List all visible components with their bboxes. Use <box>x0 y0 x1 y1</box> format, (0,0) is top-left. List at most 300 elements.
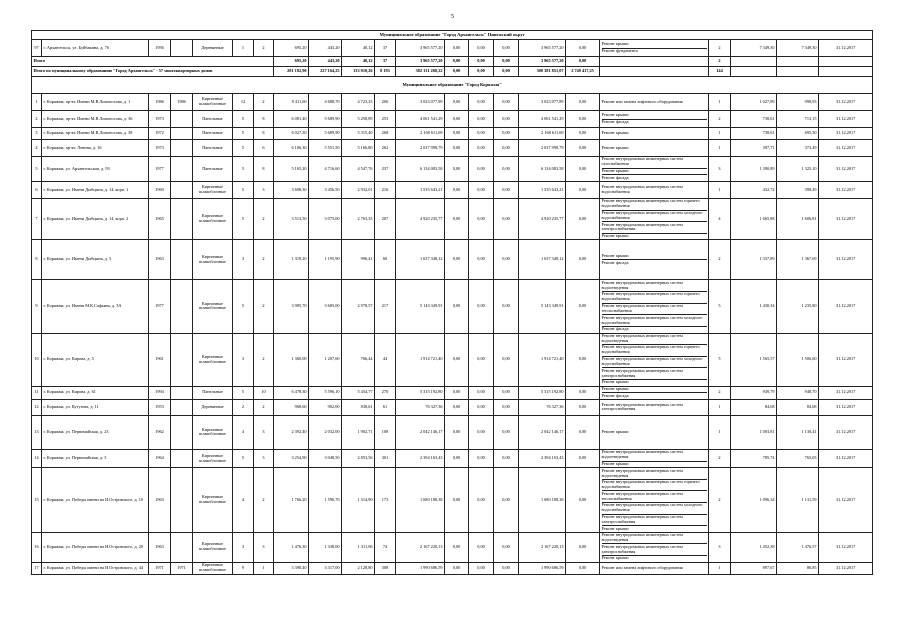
residential-area-cell: 40,12 <box>342 57 375 67</box>
max-cost-cell: 948,70 <box>777 386 819 399</box>
work-item: Ремонт или замена лифтового оборудования <box>601 98 683 104</box>
works-cell <box>600 386 709 399</box>
residents-cell: 74 <box>375 532 396 562</box>
works-count-cell: 3 <box>709 532 731 562</box>
work-item: Ремонт внутридомовых инженерных систем электроснабжения <box>602 515 707 527</box>
entrances-cell: 2 <box>254 399 274 415</box>
fund-local-cell: 0,00 <box>494 333 519 386</box>
works-count-cell: 5 <box>709 280 731 333</box>
work-item: Ремонт внутридомовых инженерных систем водоотведения <box>602 334 707 346</box>
fund-other-cell: 2 749 417,25 <box>566 67 600 77</box>
premises-area-cell: 3 048,50 <box>309 449 342 467</box>
address-cell: г. Коряжма, ул. Имени Дыбцына, д. 5 <box>42 240 149 280</box>
residential-area-cell: 2 763,35 <box>342 198 375 239</box>
residential-area-cell: 1 314,90 <box>342 468 375 533</box>
fund-owners-cell: 1 680 188,38 <box>519 468 566 533</box>
wall-material-cell: Кирпичные шлакоблочные <box>193 240 233 280</box>
wall-material-cell: Кирпичные шлакоблочные <box>193 333 233 386</box>
address-cell: г. Коряжма, ул. Победы имени на И.Островского, д. 44 <box>42 562 149 574</box>
year-built-cell: 1961 <box>149 333 171 386</box>
floors-cell: 5 <box>233 280 254 333</box>
fund-owners-cell: 1 990 686,59 <box>519 562 566 574</box>
floors-cell: 5 <box>233 111 254 128</box>
fund-owners-cell: 2 037 998,79 <box>519 140 566 157</box>
entrances-cell: 2 <box>254 94 274 111</box>
works-count-cell: 144 <box>709 67 731 77</box>
table-row <box>32 128 873 140</box>
year-built-cell: 1963 <box>149 240 171 280</box>
address-cell: г. Коряжма, ул. Победы имени на И.Островского, д. 20 <box>42 532 149 562</box>
row-number: 6 <box>32 181 42 198</box>
works-count-cell: 2 <box>709 240 731 280</box>
fund-owners-cell: 76 327,36 <box>519 399 566 415</box>
work-item: Ремонт внутридомовых инженерных систем электроснабжения <box>602 544 707 556</box>
floors-cell: 5 <box>233 140 254 157</box>
works-count-cell: 3 <box>709 157 731 182</box>
fund-owners-cell: 2 394 163,43 <box>519 449 566 467</box>
work-item: Ремонт внутридомовых инженерных систем горячего водоснабжения <box>602 345 707 357</box>
year-built-cell: 1969 <box>149 181 171 198</box>
fund-local-cell: 0,00 <box>494 181 519 198</box>
max-cost-cell: 84,68 <box>777 399 819 415</box>
total-area-cell: 6 081,40 <box>274 111 309 128</box>
fund-regional-cell: 0,00 <box>469 181 494 198</box>
address-cell: г. Коряжма, ул. Имени Дыбцына, д. 14, корп. 1 <box>42 181 149 198</box>
works-count-cell: 2 <box>709 57 731 67</box>
floors-cell: 2 <box>233 399 254 415</box>
fund-owners-cell: 2 167 220,13 <box>519 532 566 562</box>
premises-area-cell: 3 605,00 <box>309 280 342 333</box>
completion-date-cell: 31.12.2017 <box>819 128 873 140</box>
year-built-cell: 1956 <box>149 40 171 57</box>
fund-owners-cell: 2 042 146,17 <box>519 415 566 449</box>
fund-local-cell: 0,00 <box>494 67 519 77</box>
premises-area-cell: 4 688,70 <box>309 94 342 111</box>
completion-date-cell: 31.12.2017 <box>819 449 873 467</box>
fund-other-cell: 0,00 <box>566 94 600 111</box>
fund-other-cell: 0,00 <box>566 157 600 182</box>
floors-cell: 12 <box>233 94 254 111</box>
year-built-cell: 1953 <box>149 399 171 415</box>
works-count-cell: 5 <box>709 333 731 386</box>
floors-cell: 5 <box>233 386 254 399</box>
row-number: 17 <box>32 562 42 574</box>
entrances-cell: 2 <box>254 198 274 239</box>
table-row <box>32 40 873 57</box>
work-item: Ремонт фасада <box>601 392 629 398</box>
address-cell: г. Коряжма, ул. Первомайская, д. 3 <box>42 449 149 467</box>
table-row <box>32 198 873 239</box>
works-cell <box>600 399 709 415</box>
work-item: Ремонт крыши <box>601 428 629 434</box>
specific-cost-cell: 785,74 <box>731 449 777 467</box>
residential-area-cell: 766,44 <box>342 333 375 386</box>
residents-cell: 37 <box>375 57 396 67</box>
residential-area-cell: 5 166,80 <box>342 140 375 157</box>
works-cell <box>600 57 709 67</box>
max-cost-cell <box>777 67 819 77</box>
completion-date-cell: 31.12.2017 <box>819 40 873 57</box>
entrances-cell: 2 <box>254 240 274 280</box>
residents-cell: 268 <box>375 128 396 140</box>
total-area-cell: 1 319,20 <box>274 240 309 280</box>
work-item: Ремонт внутридомовых инженерных систем горячего водоснабжения <box>602 480 707 492</box>
fund-regional-cell: 0,00 <box>469 111 494 128</box>
floors-cell: 4 <box>233 468 254 533</box>
fund-federal-cell: 0,00 <box>445 562 469 574</box>
year-built-cell: 1977 <box>149 157 171 182</box>
specific-cost-cell: 1 027,89 <box>731 94 777 111</box>
year-commissioned-cell <box>171 140 193 157</box>
wall-material-cell: Панельные <box>193 140 233 157</box>
year-built-cell: 1986 <box>149 94 171 111</box>
residents-cell: 262 <box>375 140 396 157</box>
work-item: Ремонт крыши <box>601 525 629 531</box>
fund-other-cell: 0,00 <box>566 140 600 157</box>
work-item: Ремонт внутридомовых инженерных систем теплоснабжения <box>602 304 707 316</box>
fund-owners-cell: 1 637 348,12 <box>519 240 566 280</box>
wall-material-cell: Деревянные <box>193 40 233 57</box>
work-item: Ремонт внутридомовых инженерных систем горячего водоснабжения <box>602 292 707 304</box>
works-cell <box>600 240 709 280</box>
year-built-cell: 1973 <box>149 140 171 157</box>
work-item: Ремонт фасада <box>601 326 629 332</box>
year-built-cell: 1972 <box>149 128 171 140</box>
table-row <box>32 181 873 198</box>
works-cell <box>600 94 709 111</box>
fund-local-cell: 0,00 <box>494 40 519 57</box>
residents-cell: 61 <box>375 399 396 415</box>
works-cell <box>600 181 709 198</box>
floors-cell: 4 <box>233 415 254 449</box>
work-item: Ремонт внутридомовых инженерных систем электроснабжения <box>602 368 707 380</box>
year-commissioned-cell <box>171 333 193 386</box>
completion-date-cell: 31.12.2017 <box>819 111 873 128</box>
work-item: Ремонт внутридомовых инженерных систем холодного водоснабжения <box>602 211 707 223</box>
fund-other-cell: 0,00 <box>566 280 600 333</box>
row-number: 8 <box>32 240 42 280</box>
premises-area-cell: 3 317,00 <box>309 562 342 574</box>
max-cost-cell: 1 325,10 <box>777 157 819 182</box>
residential-area-cell: 2 128,80 <box>342 562 375 574</box>
residential-area-cell: 5 454,77 <box>342 386 375 399</box>
total-cost-cell: 2 168 611,69 <box>396 128 445 140</box>
section-title: Муниципальное образование "Город Коряжма" <box>32 77 873 94</box>
works-count-cell: 4 <box>709 198 731 239</box>
completion-date-cell <box>819 67 873 77</box>
fund-regional-cell: 0,00 <box>469 449 494 467</box>
works-cell <box>600 128 709 140</box>
fund-local-cell: 0,00 <box>494 111 519 128</box>
year-commissioned-cell <box>171 399 193 415</box>
fund-regional-cell: 0,00 <box>469 140 494 157</box>
work-item: Ремонт крыши <box>602 169 707 176</box>
total-cost-cell: 1 637 348,12 <box>396 240 445 280</box>
residents-cell: 37 <box>375 40 396 57</box>
row-number: 14 <box>32 449 42 467</box>
completion-date-cell: 31.12.2017 <box>819 468 873 533</box>
year-commissioned-cell <box>171 128 193 140</box>
fund-owners-cell: 4 920 235,77 <box>519 198 566 239</box>
specific-cost-cell: 1 003,81 <box>731 415 777 449</box>
works-count-cell: 1 <box>709 94 731 111</box>
fund-federal-cell: 0,00 <box>445 532 469 562</box>
total-area-cell: 6 106,30 <box>274 140 309 157</box>
work-item: Ремонт крыши <box>602 387 707 394</box>
works-cell <box>600 532 709 562</box>
completion-date-cell <box>819 57 873 67</box>
year-built-cell: 1963 <box>149 532 171 562</box>
premises-area-cell: 1 338,00 <box>309 532 342 562</box>
total-label: Итого по муниципальному образованию "Город Архангельск" - 57 многоквартирных домов <box>32 67 274 77</box>
total-area-cell: 5 165,20 <box>274 157 309 182</box>
address-cell: г. Коряжма, ул. Кирова, д. 5 <box>42 333 149 386</box>
total-area-cell: 8 411,60 <box>274 94 309 111</box>
wall-material-cell: Кирпичные шлакоблочные <box>193 181 233 198</box>
specific-cost-cell: 84,68 <box>731 399 777 415</box>
wall-material-cell: Панельные <box>193 128 233 140</box>
fund-local-cell: 0,00 <box>494 157 519 182</box>
row-number: 3 <box>32 128 42 140</box>
fund-regional-cell: 0,00 <box>469 240 494 280</box>
year-built-cell: 1962 <box>149 415 171 449</box>
work-item: Ремонт внутридомовых инженерных систем электроснабжения <box>601 401 683 412</box>
fund-other-cell: 0,00 <box>566 562 600 574</box>
fund-local-cell: 0,00 <box>494 240 519 280</box>
works-count-cell: 2 <box>709 386 731 399</box>
total-area-cell: 968,60 <box>274 399 309 415</box>
total-area-cell: 3 513,50 <box>274 198 309 239</box>
year-built-cell: 1971 <box>149 562 171 574</box>
completion-date-cell: 31.12.2017 <box>819 386 873 399</box>
fund-owners-cell: 5 143 349,91 <box>519 280 566 333</box>
max-cost-cell: 1 606,81 <box>777 198 819 239</box>
premises-area-cell: 5 689,90 <box>309 128 342 140</box>
fund-federal-cell: 0,00 <box>445 40 469 57</box>
wall-material-cell: Кирпичные шлакоблочные <box>193 415 233 449</box>
specific-cost-cell: 1 452,38 <box>731 532 777 562</box>
fund-federal-cell: 0,00 <box>445 449 469 467</box>
row-number: 1 <box>32 94 42 111</box>
fund-owners-cell: 1 535 643,21 <box>519 181 566 198</box>
works-cell <box>600 111 709 128</box>
entrances-cell: 1 <box>254 562 274 574</box>
fund-owners-cell: 3 023 077,89 <box>519 94 566 111</box>
grand-total-row <box>32 67 873 77</box>
table-row <box>32 140 873 157</box>
premises-area-cell: 3 456,50 <box>309 181 342 198</box>
completion-date-cell: 31.12.2017 <box>819 399 873 415</box>
work-item: Ремонт крыши <box>601 460 629 466</box>
max-cost-cell: 7 349,30 <box>777 40 819 57</box>
total-cost-cell: 382 131 268,22 <box>396 67 445 77</box>
entrances-cell: 2 <box>254 40 274 57</box>
entrances-cell: 2 <box>254 280 274 333</box>
fund-federal-cell: 0,00 <box>445 240 469 280</box>
total-cost-cell: 4 920 235,77 <box>396 198 445 239</box>
max-cost-cell: 713,15 <box>777 111 819 128</box>
residents-cell: 207 <box>375 198 396 239</box>
residents-cell: 60 <box>375 240 396 280</box>
residents-cell: 216 <box>375 181 396 198</box>
total-area-cell: 2 392,40 <box>274 415 309 449</box>
row-number: 16 <box>32 532 42 562</box>
fund-local-cell: 0,00 <box>494 128 519 140</box>
total-area-cell: 3 254,90 <box>274 449 309 467</box>
residents-cell: 237 <box>375 157 396 182</box>
fund-regional-cell: 0,00 <box>469 468 494 533</box>
total-cost-cell: 5 315 192,80 <box>396 386 445 399</box>
specific-cost-cell: 738,61 <box>731 111 777 128</box>
entrances-cell: 3 <box>254 449 274 467</box>
entrances-cell: 2 <box>254 333 274 386</box>
wall-material-cell: Панельные <box>193 157 233 182</box>
total-cost-cell: 2 037 998,79 <box>396 140 445 157</box>
residents-cell: 253 <box>375 111 396 128</box>
entrances-cell: 3 <box>254 532 274 562</box>
row-number: 13 <box>32 415 42 449</box>
fund-federal-cell: 0,00 <box>445 128 469 140</box>
year-commissioned-cell <box>171 181 193 198</box>
row-number: 97 <box>32 40 42 57</box>
premises-area-cell: 5 596,10 <box>309 386 342 399</box>
completion-date-cell: 31.12.2017 <box>819 333 873 386</box>
entrances-cell: 10 <box>254 386 274 399</box>
fund-owners-cell: 6 134 083,58 <box>519 157 566 182</box>
floors-cell: 5 <box>233 128 254 140</box>
works-cell <box>600 140 709 157</box>
fund-federal-cell: 0,00 <box>445 157 469 182</box>
residential-area-cell: 133 010,26 <box>342 67 375 77</box>
fund-regional-cell: 0,00 <box>469 198 494 239</box>
row-number: 12 <box>32 399 42 415</box>
total-cost-cell: 3 965 577,20 <box>396 57 445 67</box>
fund-owners-cell: 2 168 611,69 <box>519 128 566 140</box>
fund-federal-cell: 0,00 <box>445 94 469 111</box>
total-cost-cell: 1 914 721,40 <box>396 333 445 386</box>
work-item: Ремонт внутридомовых инженерных систем холодного водоснабжения <box>602 503 707 515</box>
work-item: Ремонт фасада <box>601 118 629 124</box>
max-cost-cell: 398,49 <box>777 181 819 198</box>
fund-local-cell: 0,00 <box>494 57 519 67</box>
repair-program-table <box>31 30 873 575</box>
page-number: 5 <box>451 14 454 20</box>
year-built-cell: 1994 <box>149 386 171 399</box>
fund-local-cell: 0,00 <box>494 415 519 449</box>
works-count-cell: 2 <box>709 468 731 533</box>
works-count-cell: 1 <box>709 415 731 449</box>
total-cost-cell: 76 327,36 <box>396 399 445 415</box>
work-item: Ремонт фасада <box>601 259 629 265</box>
entrances-cell: 8 <box>254 128 274 140</box>
residents-cell: 8 193 <box>375 67 396 77</box>
fund-federal-cell: 0,00 <box>445 280 469 333</box>
premises-area-cell: 902,00 <box>309 399 342 415</box>
year-commissioned-cell <box>171 40 193 57</box>
floors-cell: 5 <box>233 157 254 182</box>
fund-local-cell: 0,00 <box>494 140 519 157</box>
floors-cell: 5 <box>233 449 254 467</box>
work-item: Ремонт внутридомовых инженерных систем холодного водоснабжения <box>602 315 707 327</box>
work-item: Ремонт внутридомовых инженерных систем газоснабжения <box>602 157 707 169</box>
address-cell: г. Коряжма, ул. Победы имени на И.Островского, д. 10 <box>42 468 149 533</box>
residents-cell: 270 <box>375 386 396 399</box>
residential-area-cell: 1 311,06 <box>342 532 375 562</box>
entrances-cell: 8 <box>254 111 274 128</box>
address-cell: г. Коряжма, ул. Архангельская, д. 93 <box>42 157 149 182</box>
work-item: Ремонт внутридомовых инженерных систем горячего водоснабжения <box>602 199 707 211</box>
wall-material-cell: Панельные <box>193 111 233 128</box>
residential-area-cell: 996,41 <box>342 240 375 280</box>
work-item: Ремонт крыши <box>602 42 707 49</box>
total-cost-cell: 1 990 686,59 <box>396 562 445 574</box>
fund-other-cell: 0,00 <box>566 198 600 239</box>
fund-local-cell: 0,00 <box>494 280 519 333</box>
premises-area-cell: 4 716,60 <box>309 157 342 182</box>
fund-regional-cell: 0,00 <box>469 399 494 415</box>
works-cell <box>600 280 709 333</box>
year-commissioned-cell <box>171 198 193 239</box>
total-cost-cell: 1 535 643,21 <box>396 181 445 198</box>
specific-cost-cell <box>731 57 777 67</box>
fund-regional-cell: 0,00 <box>469 57 494 67</box>
address-cell: г. Коряжма, ул. Имени Дыбцына, д. 14, корп. 2 <box>42 198 149 239</box>
total-area-cell: 6 478,30 <box>274 386 309 399</box>
fund-other-cell: 0,00 <box>566 386 600 399</box>
max-cost-cell: 1 506,60 <box>777 333 819 386</box>
year-built-cell: 1963 <box>149 468 171 533</box>
work-item: Ремонт внутридомовых инженерных систем электроснабжения <box>602 222 707 234</box>
address-cell: г. Коряжма, пр-кт. Имени М.В.Ломоносова, д. 36 <box>42 111 149 128</box>
row-number: 4 <box>32 140 42 157</box>
address-cell: г. Коряжма, ул. Кирова, д. 61 <box>42 386 149 399</box>
work-item: Ремонт внутридомовых инженерных систем водоотведения <box>602 468 707 480</box>
max-cost-cell: 1 130,41 <box>777 415 819 449</box>
works-count-cell: 1 <box>709 140 731 157</box>
table-row <box>32 415 873 449</box>
specific-cost-cell: 897,67 <box>731 562 777 574</box>
address-cell: г. Коряжма, пр-кт. Имени М.В.Ломоносова, д. 1 <box>42 94 149 111</box>
total-area-cell: 3 985,70 <box>274 280 309 333</box>
residents-cell: 44 <box>375 333 396 386</box>
work-item: Ремонт крыши <box>601 233 629 239</box>
total-cost-cell: 3 023 077,89 <box>396 94 445 111</box>
residential-area-cell: 40,12 <box>342 40 375 57</box>
residents-cell: 308 <box>375 562 396 574</box>
works-cell <box>600 468 709 533</box>
fund-regional-cell: 0,00 <box>469 40 494 57</box>
works-cell <box>600 198 709 239</box>
table-row <box>32 280 873 333</box>
total-cost-cell: 2 042 146,17 <box>396 415 445 449</box>
work-item: Ремонт крыши <box>601 379 629 385</box>
row-number: 9 <box>32 280 42 333</box>
total-label: Итого <box>32 57 274 67</box>
fund-owners-cell: 4 061 541,29 <box>519 111 566 128</box>
fund-regional-cell: 0,00 <box>469 333 494 386</box>
fund-local-cell: 0,00 <box>494 449 519 467</box>
residential-area-cell: 838,61 <box>342 399 375 415</box>
fund-local-cell: 0,00 <box>494 399 519 415</box>
fund-federal-cell: 0,00 <box>445 468 469 533</box>
year-commissioned-cell <box>171 240 193 280</box>
premises-area-cell: 443,20 <box>309 40 342 57</box>
residents-cell: 206 <box>375 94 396 111</box>
year-commissioned-cell <box>171 386 193 399</box>
premises-area-cell: 5 551,50 <box>309 140 342 157</box>
fund-owners-cell: 3 965 577,20 <box>519 40 566 57</box>
works-count-cell: 1 <box>709 399 731 415</box>
